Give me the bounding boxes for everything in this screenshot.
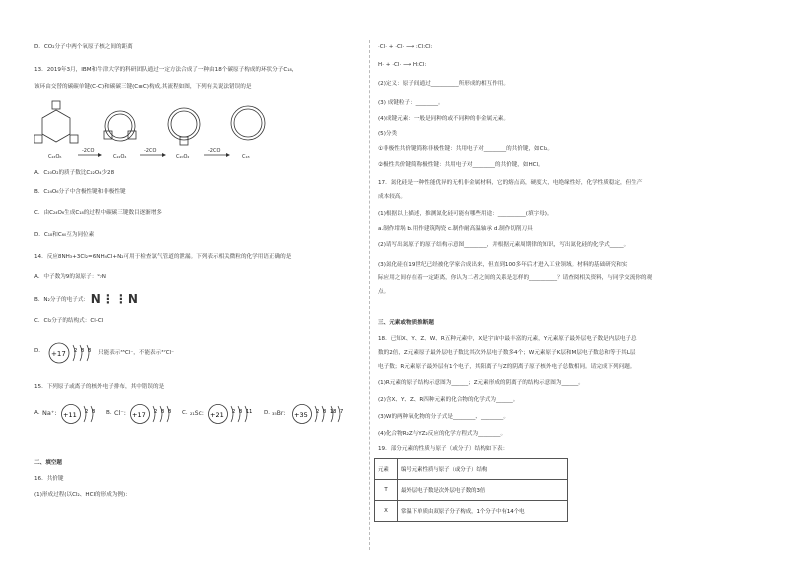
q18-part4: (4)化合物R₂Z与YZ₂反应的化学方程式为________。 xyxy=(378,431,507,437)
column-divider xyxy=(369,40,370,550)
svg-text:2: 2 xyxy=(232,409,236,415)
q13-option-a: A．C₂₀O₂的质子数比C₂₂O₄少28 xyxy=(34,170,115,176)
cl2-formation-equation: ·Cl· + ·Cl· ⟶ :Cl:Cl: xyxy=(378,44,433,50)
label-c18: C₁₈ xyxy=(242,154,250,160)
svg-text:8: 8 xyxy=(239,409,243,415)
q13-option-c: C．由C₂₄O₆生成C₁₈的过程中碳碳三键数目逐渐增多 xyxy=(34,210,163,216)
q17-part2: (2)请写出氮原子的原子结构示意图________，并根据元素周期律的知识，写出氮化硅的化学式_____。 xyxy=(378,242,630,248)
svg-text:11: 11 xyxy=(246,409,253,415)
svg-text:2: 2 xyxy=(316,409,320,415)
q13-option-d: D．C₁₈和C₆₀互为同位素 xyxy=(34,232,95,238)
svg-text:8: 8 xyxy=(161,409,165,415)
cl-ion-structure-diagram xyxy=(44,338,98,368)
br-atom-diagram xyxy=(290,400,358,428)
q17-part3-end: 点。 xyxy=(378,289,390,295)
q19-stem: 19．部分元素的性质与原子（或分子）结构如下表： xyxy=(378,446,509,452)
element-properties-table xyxy=(374,458,568,522)
q16-part2: (2)定义：原子间通过__________所形成的相互作用。 xyxy=(378,81,509,87)
q12-option-d: D．CO₂分子中两个氧原子核之间的距离 xyxy=(34,44,133,50)
q16-part3: (3) 成键粒子：________。 xyxy=(378,100,444,106)
q16-part5-2: ②极性共价键简称极性键：共用电子对________的共价键，如HCl。 xyxy=(378,162,544,168)
ring-c22o4 xyxy=(105,111,135,141)
left-column xyxy=(0,0,368,562)
cyclobutenedione-left xyxy=(34,135,42,143)
q15-stem: 15．下列原子或离子的核外电子排布，其中错误的是 xyxy=(34,384,165,390)
arrow-label-1: -2CO xyxy=(82,148,95,154)
n2-electron-formula: N⋮⋮N xyxy=(90,292,139,306)
svg-text:2: 2 xyxy=(85,409,89,415)
q17-part1: (1)根据以上描述，推测氮化硅可能有哪些用途：__________(填字母)。 xyxy=(378,211,553,217)
svg-text:+17: +17 xyxy=(132,411,146,419)
hcl-formation-equation: H· + ·Cl· ⟶ H:Cl: xyxy=(378,62,427,68)
svg-text:+21: +21 xyxy=(210,411,224,419)
q16-part5-1: ①非极性共价键简称非极性键：共用电子对________的共价键，如Cl₂。 xyxy=(378,146,553,152)
nucleus-charge: +17 xyxy=(51,350,66,358)
q14-option-d-text: 只能表示³⁵Cl⁻，不能表示³⁷Cl⁻ xyxy=(98,350,175,356)
q13-stem: 13．2019年3月，IBM和牛津大学的科研团队通过一定方法合成了一种由18个碳原子构成的环状分子C₁₈， xyxy=(34,67,298,73)
table-header-row xyxy=(375,459,568,480)
q18-part2: (2)含X、Y、Z、R四种元素的化合物的化学式为______。 xyxy=(378,397,519,403)
q18-stem-cont2: 电子数；R元素原子最外层有1个电子，其阳离子与Z的阴离子原子核外电子总数相同。请完成下列问题。 xyxy=(378,364,636,370)
label-c22o4: C₂₂O₄ xyxy=(113,154,127,160)
table-header-element: 元素 xyxy=(375,459,398,480)
q17-stem: 17．氮化硅是一种性能优异的无机非金属材料，它的熔点高，硬度大，电绝缘性好，化学性质稳定，但生产 xyxy=(378,180,643,186)
svg-text:18: 18 xyxy=(330,409,337,415)
svg-text:+11: +11 xyxy=(63,411,77,419)
table-header-property: 编号元素性质与原子（或分子）结构 xyxy=(398,459,568,480)
svg-text:8: 8 xyxy=(323,409,327,415)
q16-part1: (1)形成过程(以Cl₂、HCl的形成为例)： xyxy=(34,492,131,498)
q18-part1: (1)R元素的原子结构示意图为______；Z元素形成的阴离子的结构示意图为______。 xyxy=(378,380,584,386)
q18-stem: 18．已知X、Y、Z、W、R五种元素中，X是宇宙中最丰富的元素，Y元素原子最外层电子数是内层电子总 xyxy=(378,336,637,342)
ring-c24o6 xyxy=(42,110,70,142)
q14-option-b: B．N₂分子的电子式： N⋮⋮N xyxy=(34,292,139,306)
q16-part5: (5)分类 xyxy=(378,131,398,137)
cyclobutenedione-right xyxy=(70,135,78,143)
table-row: T 最外层电子数是次外层电子数的3倍 xyxy=(375,480,568,501)
q17-part3-cont: 际应用之间存在着一定距离，你认为二者之间的关系是怎样的__________？请查阅相关资料，与同学交流你的观 xyxy=(378,275,653,281)
label-c20o2: C₂₀O₂ xyxy=(176,154,190,160)
arrow-label-2: -2CO xyxy=(144,148,157,154)
sc-atom-diagram xyxy=(206,400,262,428)
cl-ion-diagram xyxy=(128,400,180,428)
q18-stem-cont1: 数的2倍，Z元素原子最外层电子数比其次外层电子数多4个；W元素原子K层和M层电子数总和等于其L层 xyxy=(378,350,636,356)
carbon-ring-figure xyxy=(34,93,284,161)
svg-text:8: 8 xyxy=(88,348,92,354)
q16-stem: 16．共价键 xyxy=(34,476,64,482)
ring-c18 xyxy=(231,106,265,140)
q14-option-d-letter: D． xyxy=(34,348,44,354)
na-ion-diagram xyxy=(58,400,104,428)
q17-stem-cont: 成本较高。 xyxy=(378,194,406,200)
section-inference-title: 三、元素或物质推断题 xyxy=(378,320,434,326)
q13-option-b: B．C₂₄O₆分子中含极性键和非极性键 xyxy=(34,189,126,195)
table-row: X 常温下单质由双原子分子构成，1个分子中有14个电 xyxy=(375,501,568,522)
svg-text:7: 7 xyxy=(340,409,344,415)
q14-option-c: C．Cl₂分子的结构式：Cl-Cl xyxy=(34,318,104,324)
svg-text:2: 2 xyxy=(154,409,158,415)
q14-stem: 14．反应8NH₃+3Cl₂=6NH₄Cl+N₂可用于检查氯气管道的泄漏。下列表示相关微粒的化学用语正确的是 xyxy=(34,254,292,260)
arrow-label-3: -2CO xyxy=(208,148,221,154)
cyclobutenedione-top xyxy=(52,101,60,109)
q18-part3: (3)W的两种氧化物的分子式是________、________。 xyxy=(378,414,509,420)
section-fill-in-title: 二、填空题 xyxy=(34,460,62,466)
svg-text:2: 2 xyxy=(74,348,78,354)
q17-part3: (3)氮化硅在19世纪已经被化学家合成出来，但直到100多年后才进入工业领域。材料的基础研究和实 xyxy=(378,262,628,268)
ring-c20o2 xyxy=(168,108,200,140)
svg-text:+35: +35 xyxy=(294,411,308,419)
q14-option-a: A．中子数为9的氮原子：⁹₇N xyxy=(34,274,106,280)
svg-text:8: 8 xyxy=(92,409,96,415)
label-c24o6: C₂₄O₆ xyxy=(48,154,62,160)
q17-options: a.制作坩埚 b.用作建筑陶瓷 c.制作耐高温轴承 d.制作切削刀具 xyxy=(378,226,533,232)
q15-options-row: A． Na⁺: +11 2 8 B． Cl⁻: +17 2 8 8 C． ₂₁Sc: +21 2 8 11 D． ₃₅Br: +35 2 8 18 7 xyxy=(34,398,364,428)
svg-text:8: 8 xyxy=(168,409,172,415)
q16-part4: (4)成键元素：一般是同种的或不同种的非金属元素。 xyxy=(378,116,509,122)
q13-stem-cont: 该环由交替的碳碳单键(C-C)和碳碳三键(C≡C)构成,其流程如图，下列有关说法错误的是 xyxy=(34,84,252,90)
svg-text:8: 8 xyxy=(81,348,85,354)
